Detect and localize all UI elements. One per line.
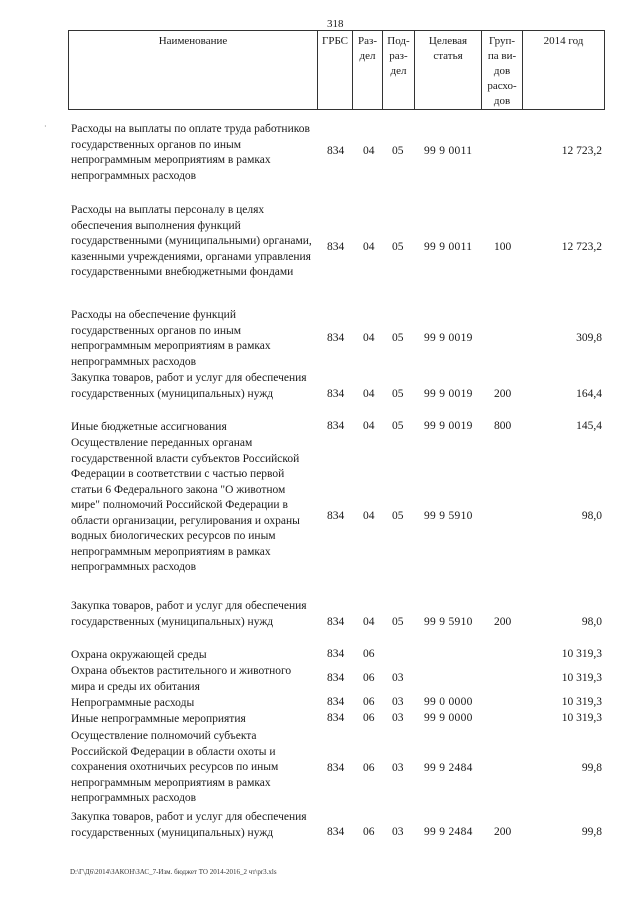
header-podrazdel-label: Под- раз- дел bbox=[387, 35, 410, 77]
row-razdel: 06 bbox=[363, 696, 375, 708]
row-name: Расходы на обеспечение функций государственных органов по иным непрограммным мероприятиям в рамках непрограммных расходов bbox=[71, 309, 271, 368]
row-podrazdel: 03 bbox=[392, 672, 404, 684]
row-razdel: 04 bbox=[363, 616, 375, 628]
row-grbs: 834 bbox=[327, 616, 345, 628]
row-celevaya: 99 9 0019 bbox=[424, 332, 473, 344]
row-podrazdel: 03 bbox=[392, 826, 404, 838]
row-gruppa: 200 bbox=[494, 388, 512, 400]
row-celevaya: 99 9 0019 bbox=[424, 388, 473, 400]
row-name: Расходы на выплаты по оплате труда работников государственных органов по иным непрограммным мероприятиям в рамках непрограммных расходов bbox=[71, 123, 310, 182]
row-celevaya: 99 9 2484 bbox=[424, 762, 473, 774]
row-celevaya: 99 9 5910 bbox=[424, 616, 473, 628]
row-grbs: 834 bbox=[327, 672, 345, 684]
header-grbs-label: ГРБС bbox=[321, 35, 349, 47]
row-razdel: 04 bbox=[363, 388, 375, 400]
header-celevaya-label: Целевая статья bbox=[428, 35, 468, 62]
header-gruppa bbox=[481, 30, 523, 110]
row-name: Закупка товаров, работ и услуг для обеспечения государственных (муниципальных) нужд bbox=[71, 811, 307, 839]
header-razdel-label: Раз- дел bbox=[357, 35, 377, 62]
row-gruppa: 800 bbox=[494, 420, 512, 432]
row-podrazdel: 03 bbox=[392, 712, 404, 724]
row-grbs: 834 bbox=[327, 826, 345, 838]
row-sum: 99,8 bbox=[581, 826, 602, 838]
header-name-label: Наименование bbox=[158, 35, 228, 47]
row-podrazdel: 05 bbox=[392, 145, 404, 157]
row-sum: 145,4 bbox=[576, 420, 602, 432]
row-sum: 10 319,3 bbox=[561, 712, 602, 724]
row-podrazdel: 05 bbox=[392, 241, 404, 253]
row-grbs: 834 bbox=[327, 241, 345, 253]
row-celevaya: 99 9 0019 bbox=[424, 420, 473, 432]
row-podrazdel: 05 bbox=[392, 616, 404, 628]
row-razdel: 04 bbox=[363, 332, 375, 344]
header-grbs bbox=[317, 30, 353, 110]
row-celevaya: 99 9 2484 bbox=[424, 826, 473, 838]
row-podrazdel: 05 bbox=[392, 388, 404, 400]
row-razdel: 06 bbox=[363, 672, 375, 684]
row-name: Осуществление переданных органам государственной власти субъектов Российской Федерации в соответствии с частью первой статьи 6 Федерального закона "О животном мире" полномочий Российской Федерации в области организации, регулирования и охраны водных биологических ресурсов по иным непрограммным мероприятиям в рамках непрограммных расходов bbox=[71, 437, 300, 573]
header-name bbox=[68, 30, 318, 110]
row-name: Иные бюджетные ассигнования bbox=[71, 421, 227, 433]
row-grbs: 834 bbox=[327, 696, 345, 708]
file-path-footer: D:\Г\Д6\2014\ЗАКОН\ЗАС_7-Изм. бюджет ТО 2014-2016_2 чт\pr3.xls bbox=[70, 868, 277, 876]
row-razdel: 06 bbox=[363, 762, 375, 774]
row-podrazdel: 03 bbox=[392, 696, 404, 708]
row-name: Охрана окружающей среды bbox=[71, 649, 207, 661]
row-name: Закупка товаров, работ и услуг для обеспечения государственных (муниципальных) нужд bbox=[71, 372, 307, 400]
row-razdel: 04 bbox=[363, 420, 375, 432]
row-celevaya: 99 0 0000 bbox=[424, 696, 473, 708]
header-year bbox=[522, 30, 605, 110]
header-gruppa-label: Груп- па ви- дов расхо- дов bbox=[487, 35, 517, 107]
row-name: Непрограммные расходы bbox=[71, 697, 195, 709]
scan-mark: · bbox=[44, 122, 47, 131]
row-grbs: 834 bbox=[327, 388, 345, 400]
row-podrazdel: 05 bbox=[392, 332, 404, 344]
row-name: Осуществление полномочий субъекта Российской Федерации в области охоты и сохранения охотничьих ресурсов по иным непрограммным мероприятиям в рамках непрограммных расходов bbox=[71, 730, 279, 804]
row-name: Охрана объектов растительного и животного мира и среды их обитания bbox=[71, 665, 292, 693]
row-grbs: 834 bbox=[327, 648, 345, 660]
row-podrazdel: 05 bbox=[392, 510, 404, 522]
row-podrazdel: 05 bbox=[392, 420, 404, 432]
row-grbs: 834 bbox=[327, 145, 345, 157]
row-grbs: 834 bbox=[327, 332, 345, 344]
page-number: 318 bbox=[327, 18, 344, 30]
row-celevaya: 99 9 0011 bbox=[424, 241, 473, 253]
header-razdel bbox=[352, 30, 383, 110]
row-razdel: 06 bbox=[363, 648, 375, 660]
row-grbs: 834 bbox=[327, 712, 345, 724]
row-razdel: 06 bbox=[363, 826, 375, 838]
row-sum: 10 319,3 bbox=[561, 672, 602, 684]
row-sum: 164,4 bbox=[576, 388, 602, 400]
row-sum: 12 723,2 bbox=[561, 241, 602, 253]
row-sum: 10 319,3 bbox=[561, 696, 602, 708]
row-sum: 99,8 bbox=[581, 762, 602, 774]
row-name: Расходы на выплаты персоналу в целях обеспечения выполнения функций государственными (муниципальными) органами, казенными учреждениями, органами управления государственными внебюджетными фондами bbox=[71, 204, 312, 278]
row-celevaya: 99 9 0000 bbox=[424, 712, 473, 724]
row-sum: 309,8 bbox=[576, 332, 602, 344]
header-year-label: 2014 год bbox=[543, 35, 584, 47]
row-grbs: 834 bbox=[327, 420, 345, 432]
header-podrazdel bbox=[382, 30, 415, 110]
row-sum: 98,0 bbox=[581, 616, 602, 628]
row-sum: 12 723,2 bbox=[561, 145, 602, 157]
header-celevaya bbox=[414, 30, 482, 110]
row-grbs: 834 bbox=[327, 762, 345, 774]
row-razdel: 04 bbox=[363, 510, 375, 522]
row-razdel: 04 bbox=[363, 145, 375, 157]
row-celevaya: 99 9 5910 bbox=[424, 510, 473, 522]
row-gruppa: 200 bbox=[494, 616, 512, 628]
row-sum: 10 319,3 bbox=[561, 648, 602, 660]
row-grbs: 834 bbox=[327, 510, 345, 522]
row-gruppa: 200 bbox=[494, 826, 512, 838]
row-celevaya: 99 9 0011 bbox=[424, 145, 473, 157]
row-sum: 98,0 bbox=[581, 510, 602, 522]
row-gruppa: 100 bbox=[494, 241, 512, 253]
row-podrazdel: 03 bbox=[392, 762, 404, 774]
row-razdel: 06 bbox=[363, 712, 375, 724]
row-razdel: 04 bbox=[363, 241, 375, 253]
row-name: Иные непрограммные мероприятия bbox=[71, 713, 246, 725]
row-name: Закупка товаров, работ и услуг для обеспечения государственных (муниципальных) нужд bbox=[71, 600, 307, 628]
